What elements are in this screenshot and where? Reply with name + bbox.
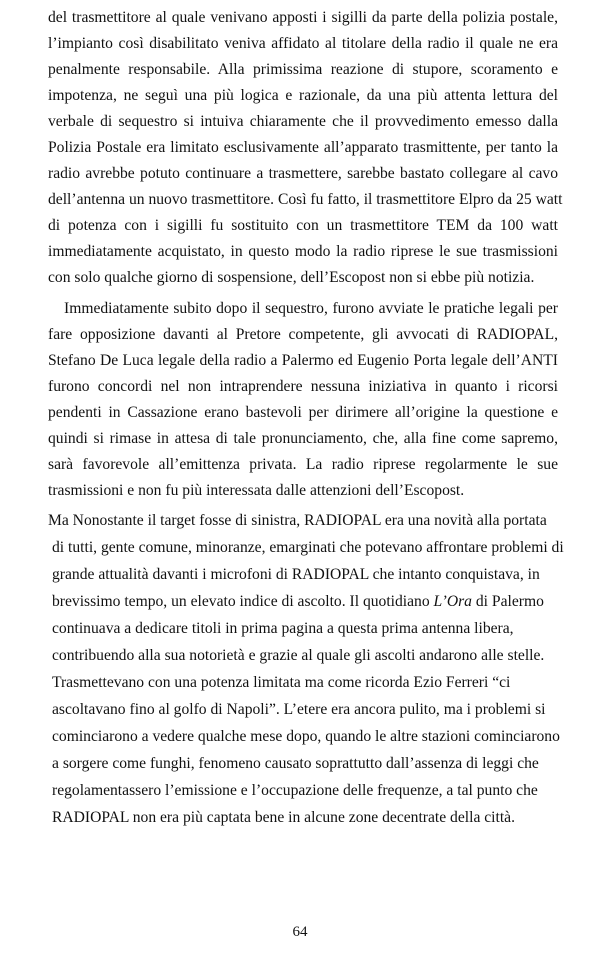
text-line: verbale di sequestro si intuiva chiaramente che il provvedimento emesso dalla bbox=[48, 113, 558, 130]
text-line: di potenza con i sigilli fu sostituito con un trasmettitore TEM da 100 watt bbox=[48, 217, 558, 234]
text-line: grande attualità davanti i microfoni di RADIOPAL che intanto conquistava, in bbox=[52, 566, 540, 583]
text-line: Stefano De Luca legale della radio a Palermo ed Eugenio Porta legale dell’ANTI bbox=[48, 352, 558, 369]
text-line: fare opposizione davanti al Pretore competente, gli avvocati di RADIOPAL, bbox=[48, 326, 558, 343]
text-line: Trasmettevano con una potenza limitata ma come ricorda Ezio Ferreri “ci bbox=[52, 674, 511, 691]
text-line: immediatamente acquistato, in questo modo la radio riprese le sue trasmissioni bbox=[48, 243, 558, 260]
text-line: radio avrebbe potuto continuare a trasmettere, sarebbe bastato collegare al cavo bbox=[48, 165, 558, 182]
text-span: di Palermo bbox=[475, 593, 544, 610]
text-line: RADIOPAL non era più captata bene in alcune zone decentrate della città. bbox=[52, 809, 515, 826]
text-line: regolamentassero l’emissione e l’occupazione delle frequenze, a tal punto che bbox=[52, 782, 538, 799]
text-line bbox=[52, 589, 562, 615]
text-line: Ma Nonostante il target fosse di sinistra, RADIOPAL era una novità alla portata bbox=[48, 512, 547, 529]
text-line: contribuendo alla sua notorietà e grazie al quale gli ascolti andarono alle stelle. bbox=[52, 647, 545, 664]
text-line: penalmente responsabile. Alla primissima reazione di stupore, scoramento e bbox=[48, 61, 558, 78]
text-line: ascoltavano fino al golfo di Napoli”. L’etere era ancora pulito, ma i problemi si bbox=[52, 701, 546, 718]
text-line: pendenti in Cassazione erano bastevoli per dirimere all’origine la questione e bbox=[48, 404, 558, 421]
text-span: brevissimo tempo, un elevato indice di ascolto. Il quotidiano bbox=[52, 593, 430, 610]
text-line: Polizia Postale era limitato esclusivamente all’apparato trasmittente, per tanto la bbox=[48, 139, 558, 156]
text-line: impotenza, ne seguì una più logica e razionale, da una più attenta lettura del bbox=[48, 87, 558, 104]
text-line: quindi si rimase in attesa di tale pronunciamento, che, alla fine come sapremo, bbox=[48, 430, 558, 447]
text-line: l’impianto così disabilitato veniva affidato al titolare della radio il quale ne era bbox=[48, 35, 558, 52]
text-line: con solo qualche giorno di sospensione, dell’Escopost non si ebbe più notizia. bbox=[48, 269, 535, 286]
text-line: trasmissioni e non fu più interessata dalle attenzioni dell’Escopost. bbox=[48, 482, 465, 499]
text-line: furono concordi nel non intraprendere nessuna iniziativa in quanto i ricorsi bbox=[48, 378, 558, 395]
text-line: continuava a dedicare titoli in prima pagina a questa prima antenna libera, bbox=[52, 620, 514, 637]
text-line: a sorgere come funghi, fenomeno causato soprattutto dall’assenza di leggi che bbox=[52, 755, 539, 772]
text-line: di tutti, gente comune, minoranze, emarginati che potevano affrontare problemi di bbox=[52, 539, 564, 556]
text-line: sarà favorevole all’emittenza privata. La radio riprese regolarmente le sue bbox=[48, 456, 558, 473]
text-line: dell’antenna un nuovo trasmettitore. Così fu fatto, il trasmettitore Elpro da 25 watt bbox=[48, 191, 563, 208]
newspaper-title: L’Ora bbox=[433, 593, 472, 610]
page-number: 64 bbox=[292, 924, 308, 940]
text-line: del trasmettitore al quale venivano apposti i sigilli da parte della polizia postale, bbox=[48, 9, 558, 26]
text-line: cominciarono a vedere qualche mese dopo, quando le altre stazioni cominciarono bbox=[52, 728, 560, 745]
text-line: Immediatamente subito dopo il sequestro, furono avviate le pratiche legali per bbox=[64, 300, 558, 317]
